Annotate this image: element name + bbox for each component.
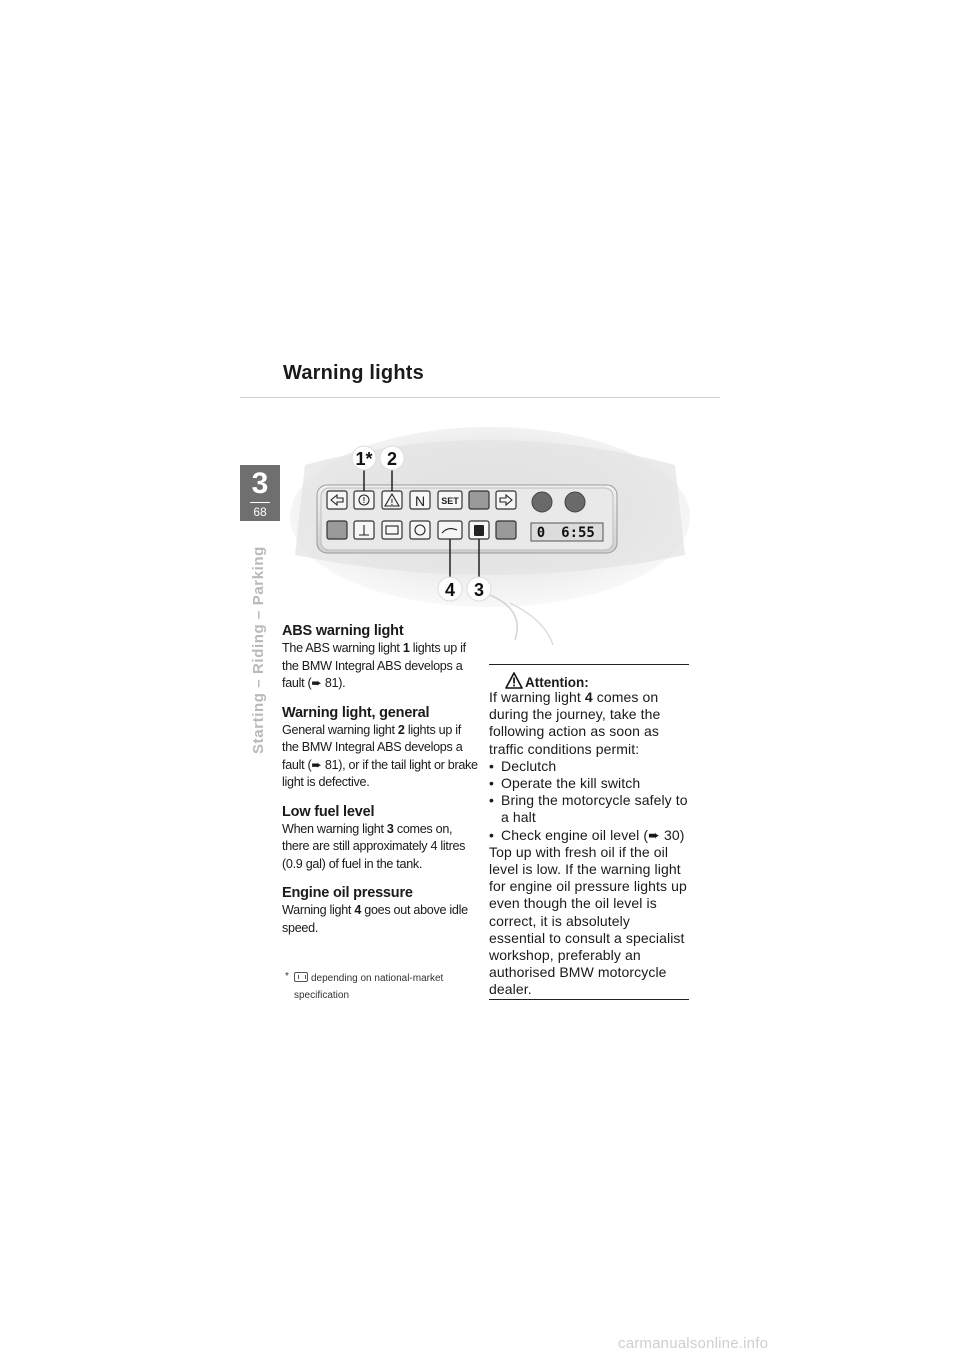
watermark: carmanualsonline.info (618, 1335, 769, 1352)
warning-triangle-icon (505, 672, 523, 689)
attention-closing: Top up with fresh oil if the oil level is low. If the warning light for engine oil pressure lights up even though the oil level is correct, it is absolutely essential to consult a specialist workshop, preferably an authorised BMW motorcycle dealer. (489, 843, 687, 998)
callout-1: 1* (355, 449, 373, 469)
footnote-text: depending on national-market specification (294, 973, 444, 1001)
section-heading: Low fuel level (282, 803, 375, 820)
section-oil-pressure (282, 884, 478, 937)
chapter-number: 3 (251, 467, 269, 500)
section-heading: Warning light, general (282, 704, 430, 721)
attention-header (489, 672, 689, 690)
list-item: • Operate the kill switch (489, 775, 689, 792)
attention-bottom-rule (489, 999, 689, 1000)
attention-top-rule (489, 664, 689, 665)
callout-4: 4 (444, 580, 456, 600)
title-divider (240, 397, 720, 398)
section-heading: ABS warning light (282, 623, 404, 639)
dashboard-warning-lights-photo (285, 425, 695, 645)
clock-display: 6:55 (561, 525, 595, 541)
footnote (285, 970, 474, 1004)
set-indicator-label: SET (441, 496, 459, 506)
gear-display: 0 (536, 525, 546, 541)
callout-3: 3 (473, 580, 485, 600)
list-item: • Declutch (489, 758, 689, 775)
left-column (282, 622, 478, 948)
section-body: When warning light 3 comes on, there are still approximately 4 litres (0.9 gal) of fuel in the tank. (282, 821, 466, 871)
attention-title: Attention: (525, 675, 589, 690)
page-number: 68 (253, 505, 267, 519)
callout-2: 2 (386, 449, 398, 469)
section-general-warning (282, 704, 478, 792)
section-body: General warning light 2 lights up if the BMW Integral ABS develops a fault (➨ 81), or if the tail light or brake light is defective. (282, 722, 478, 789)
section-abs-warning (282, 622, 478, 693)
svg-text:!: ! (390, 498, 394, 507)
page-title: Warning lights (283, 362, 424, 384)
chapter-tab (240, 465, 280, 521)
section-heading: Engine oil pressure (282, 885, 413, 901)
list-item: • Bring the motorcycle safely to a halt (489, 792, 689, 826)
section-low-fuel (282, 803, 478, 874)
footnote-marker: * (285, 971, 289, 982)
neutral-indicator-label: N (414, 493, 426, 509)
optional-equipment-icon (294, 972, 308, 982)
list-item: • Check engine oil level (➨ 30) (489, 827, 689, 844)
svg-text:!: ! (362, 496, 366, 505)
attention-intro: If warning light 4 comes on during the journey, take the following action as soon as traffic conditions permit: (489, 689, 661, 757)
chapter-rule (250, 502, 270, 503)
section-body: The ABS warning light 1 lights up if the BMW Integral ABS develops a fault (➨ 81). (282, 641, 466, 690)
attention-steps (489, 758, 689, 844)
attention-body (489, 689, 689, 999)
section-body: Warning light 4 goes out above idle speed. (282, 903, 468, 935)
chapter-side-label: Starting – Riding – Parking (250, 546, 267, 754)
